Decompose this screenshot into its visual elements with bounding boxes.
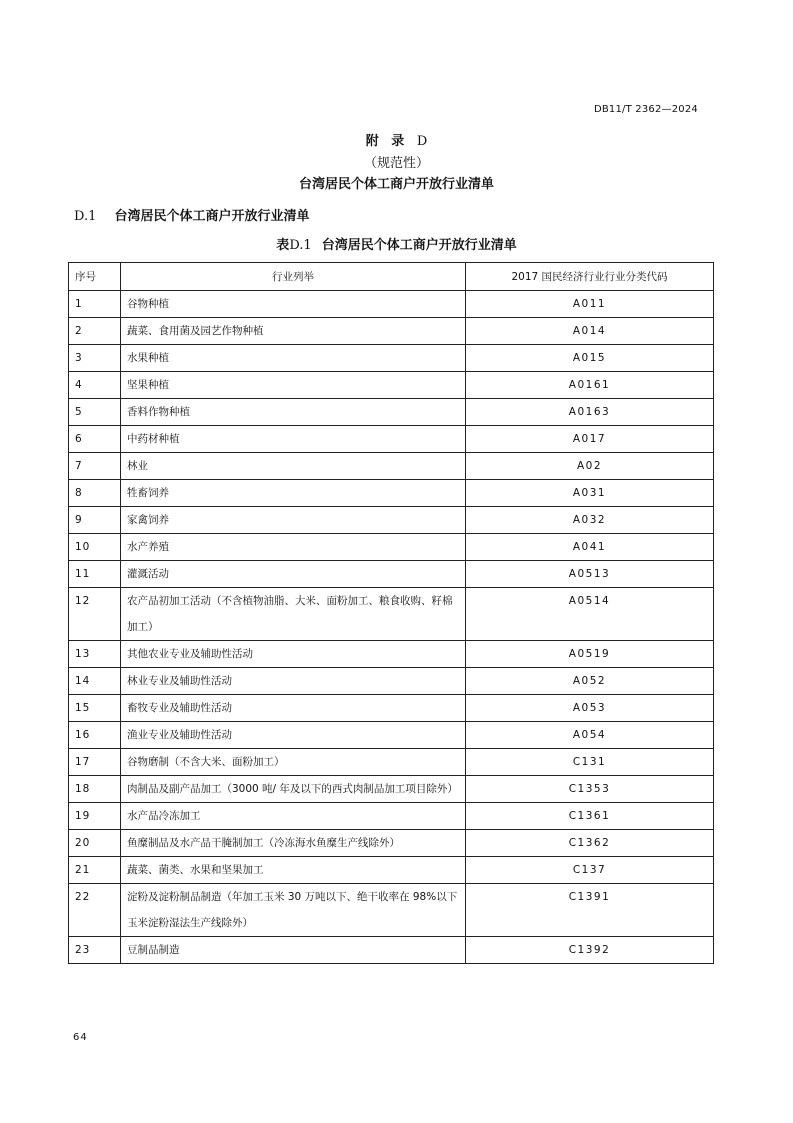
row-industry-name: 渔业专业及辅助性活动 [121, 722, 466, 749]
table-row [69, 291, 714, 318]
row-industry-name: 灌溉活动 [121, 561, 466, 588]
row-serial-number: 6 [69, 426, 121, 453]
row-serial-number: 21 [69, 857, 121, 884]
row-industry-name: 谷物磨制（不含大米、面粉加工） [121, 749, 466, 776]
table-row [69, 426, 714, 453]
row-industry-name: 坚果种植 [121, 372, 466, 399]
header-industry-code: 2017 国民经济行业行业分类代码 [466, 263, 714, 291]
row-serial-number: 17 [69, 749, 121, 776]
row-industry-name: 林业专业及辅助性活动 [121, 668, 466, 695]
header-serial-number: 序号 [69, 263, 121, 291]
row-industry-code: A014 [466, 318, 714, 345]
row-serial-number: 4 [69, 372, 121, 399]
row-industry-code: A041 [466, 534, 714, 561]
row-industry-code: A031 [466, 480, 714, 507]
row-industry-code: A032 [466, 507, 714, 534]
row-industry-name: 水产养殖 [121, 534, 466, 561]
row-serial-number: 7 [69, 453, 121, 480]
table-row [69, 722, 714, 749]
row-industry-code: C1353 [466, 776, 714, 803]
row-industry-code: C1362 [466, 830, 714, 857]
appendix-title [0, 130, 793, 149]
row-industry-name: 鱼糜制品及水产品干腌制加工（冷冻海水鱼糜生产线除外） [121, 830, 466, 857]
table-row [69, 372, 714, 399]
row-industry-code: C1392 [466, 937, 714, 964]
row-serial-number: 11 [69, 561, 121, 588]
row-industry-code: C131 [466, 749, 714, 776]
row-industry-code: A0519 [466, 641, 714, 668]
row-serial-number: 16 [69, 722, 121, 749]
section-heading [74, 205, 310, 224]
row-serial-number: 2 [69, 318, 121, 345]
table-row [69, 318, 714, 345]
row-serial-number: 19 [69, 803, 121, 830]
row-industry-name: 蔬菜、食用菌及园艺作物种植 [121, 318, 466, 345]
row-serial-number: 22 [69, 884, 121, 937]
row-serial-number: 20 [69, 830, 121, 857]
row-industry-name: 肉制品及副产品加工（3000 吨/ 年及以下的西式肉制品加工项目除外） [121, 776, 466, 803]
row-industry-name: 水产品冷冻加工 [121, 803, 466, 830]
table-caption-title: 台湾居民个体工商户开放行业清单 [321, 238, 517, 253]
table-header-row [69, 263, 714, 291]
document-code: DB11/T 2362—2024 [593, 104, 698, 115]
row-industry-name: 农产品初加工活动（不含植物油脂、大米、面粉加工、粮食收购、籽棉加工） [121, 588, 466, 641]
table-row [69, 561, 714, 588]
table-row [69, 534, 714, 561]
row-serial-number: 10 [69, 534, 121, 561]
section-number: D.1 [74, 209, 97, 224]
table-caption [0, 234, 793, 253]
row-industry-name: 豆制品制造 [121, 937, 466, 964]
row-industry-code: A015 [466, 345, 714, 372]
table-body [69, 291, 714, 964]
row-industry-name: 畜牧专业及辅助性活动 [121, 695, 466, 722]
appendix-name: 台湾居民个体工商户开放行业清单 [298, 177, 494, 192]
row-industry-name: 蔬菜、菌类、水果和坚果加工 [121, 857, 466, 884]
table-caption-number: D.1 [289, 238, 312, 253]
row-serial-number: 13 [69, 641, 121, 668]
row-industry-code: A0514 [466, 588, 714, 641]
row-serial-number: 14 [69, 668, 121, 695]
table-row [69, 776, 714, 803]
table-row [69, 345, 714, 372]
row-industry-name: 林业 [121, 453, 466, 480]
table-row [69, 453, 714, 480]
row-serial-number: 8 [69, 480, 121, 507]
table-row [69, 884, 714, 937]
row-industry-code: A054 [466, 722, 714, 749]
row-serial-number: 1 [69, 291, 121, 318]
table-row [69, 641, 714, 668]
row-industry-name: 中药材种植 [121, 426, 466, 453]
table-row [69, 507, 714, 534]
row-serial-number: 12 [69, 588, 121, 641]
header-industry-list: 行业列举 [121, 263, 466, 291]
row-serial-number: 18 [69, 776, 121, 803]
row-industry-code: C1391 [466, 884, 714, 937]
page-number: 64 [73, 1032, 88, 1043]
row-industry-code: A052 [466, 668, 714, 695]
row-industry-name: 淀粉及淀粉制品制造（年加工玉米 30 万吨以下、绝干收率在 98%以下玉米淀粉湿法生产线除外） [121, 884, 466, 937]
row-serial-number: 3 [69, 345, 121, 372]
row-industry-code: A02 [466, 453, 714, 480]
row-industry-name: 香料作物种植 [121, 399, 466, 426]
row-industry-name: 水果种植 [121, 345, 466, 372]
row-industry-name: 谷物种植 [121, 291, 466, 318]
table-row [69, 399, 714, 426]
row-serial-number: 23 [69, 937, 121, 964]
row-industry-name: 其他农业专业及辅助性活动 [121, 641, 466, 668]
row-industry-code: C137 [466, 857, 714, 884]
table-row [69, 668, 714, 695]
industry-table [68, 262, 714, 964]
table-row [69, 830, 714, 857]
table-row [69, 749, 714, 776]
section-title: 台湾居民个体工商户开放行业清单 [114, 209, 310, 224]
appendix-letter: D [416, 134, 428, 149]
table-row [69, 480, 714, 507]
table-row [69, 588, 714, 641]
appendix-type: （规范性） [363, 156, 429, 171]
row-serial-number: 15 [69, 695, 121, 722]
appendix-label: 附 录 [365, 134, 409, 149]
row-serial-number: 9 [69, 507, 121, 534]
row-serial-number: 5 [69, 399, 121, 426]
row-industry-code: C1361 [466, 803, 714, 830]
row-industry-name: 家禽饲养 [121, 507, 466, 534]
table-row [69, 937, 714, 964]
table-row [69, 695, 714, 722]
row-industry-code: A011 [466, 291, 714, 318]
row-industry-code: A0513 [466, 561, 714, 588]
row-industry-name: 牲畜饲养 [121, 480, 466, 507]
row-industry-code: A0163 [466, 399, 714, 426]
table-row [69, 857, 714, 884]
row-industry-code: A017 [466, 426, 714, 453]
table-row [69, 803, 714, 830]
row-industry-code: A053 [466, 695, 714, 722]
row-industry-code: A0161 [466, 372, 714, 399]
table-caption-prefix: 表 [276, 238, 290, 253]
